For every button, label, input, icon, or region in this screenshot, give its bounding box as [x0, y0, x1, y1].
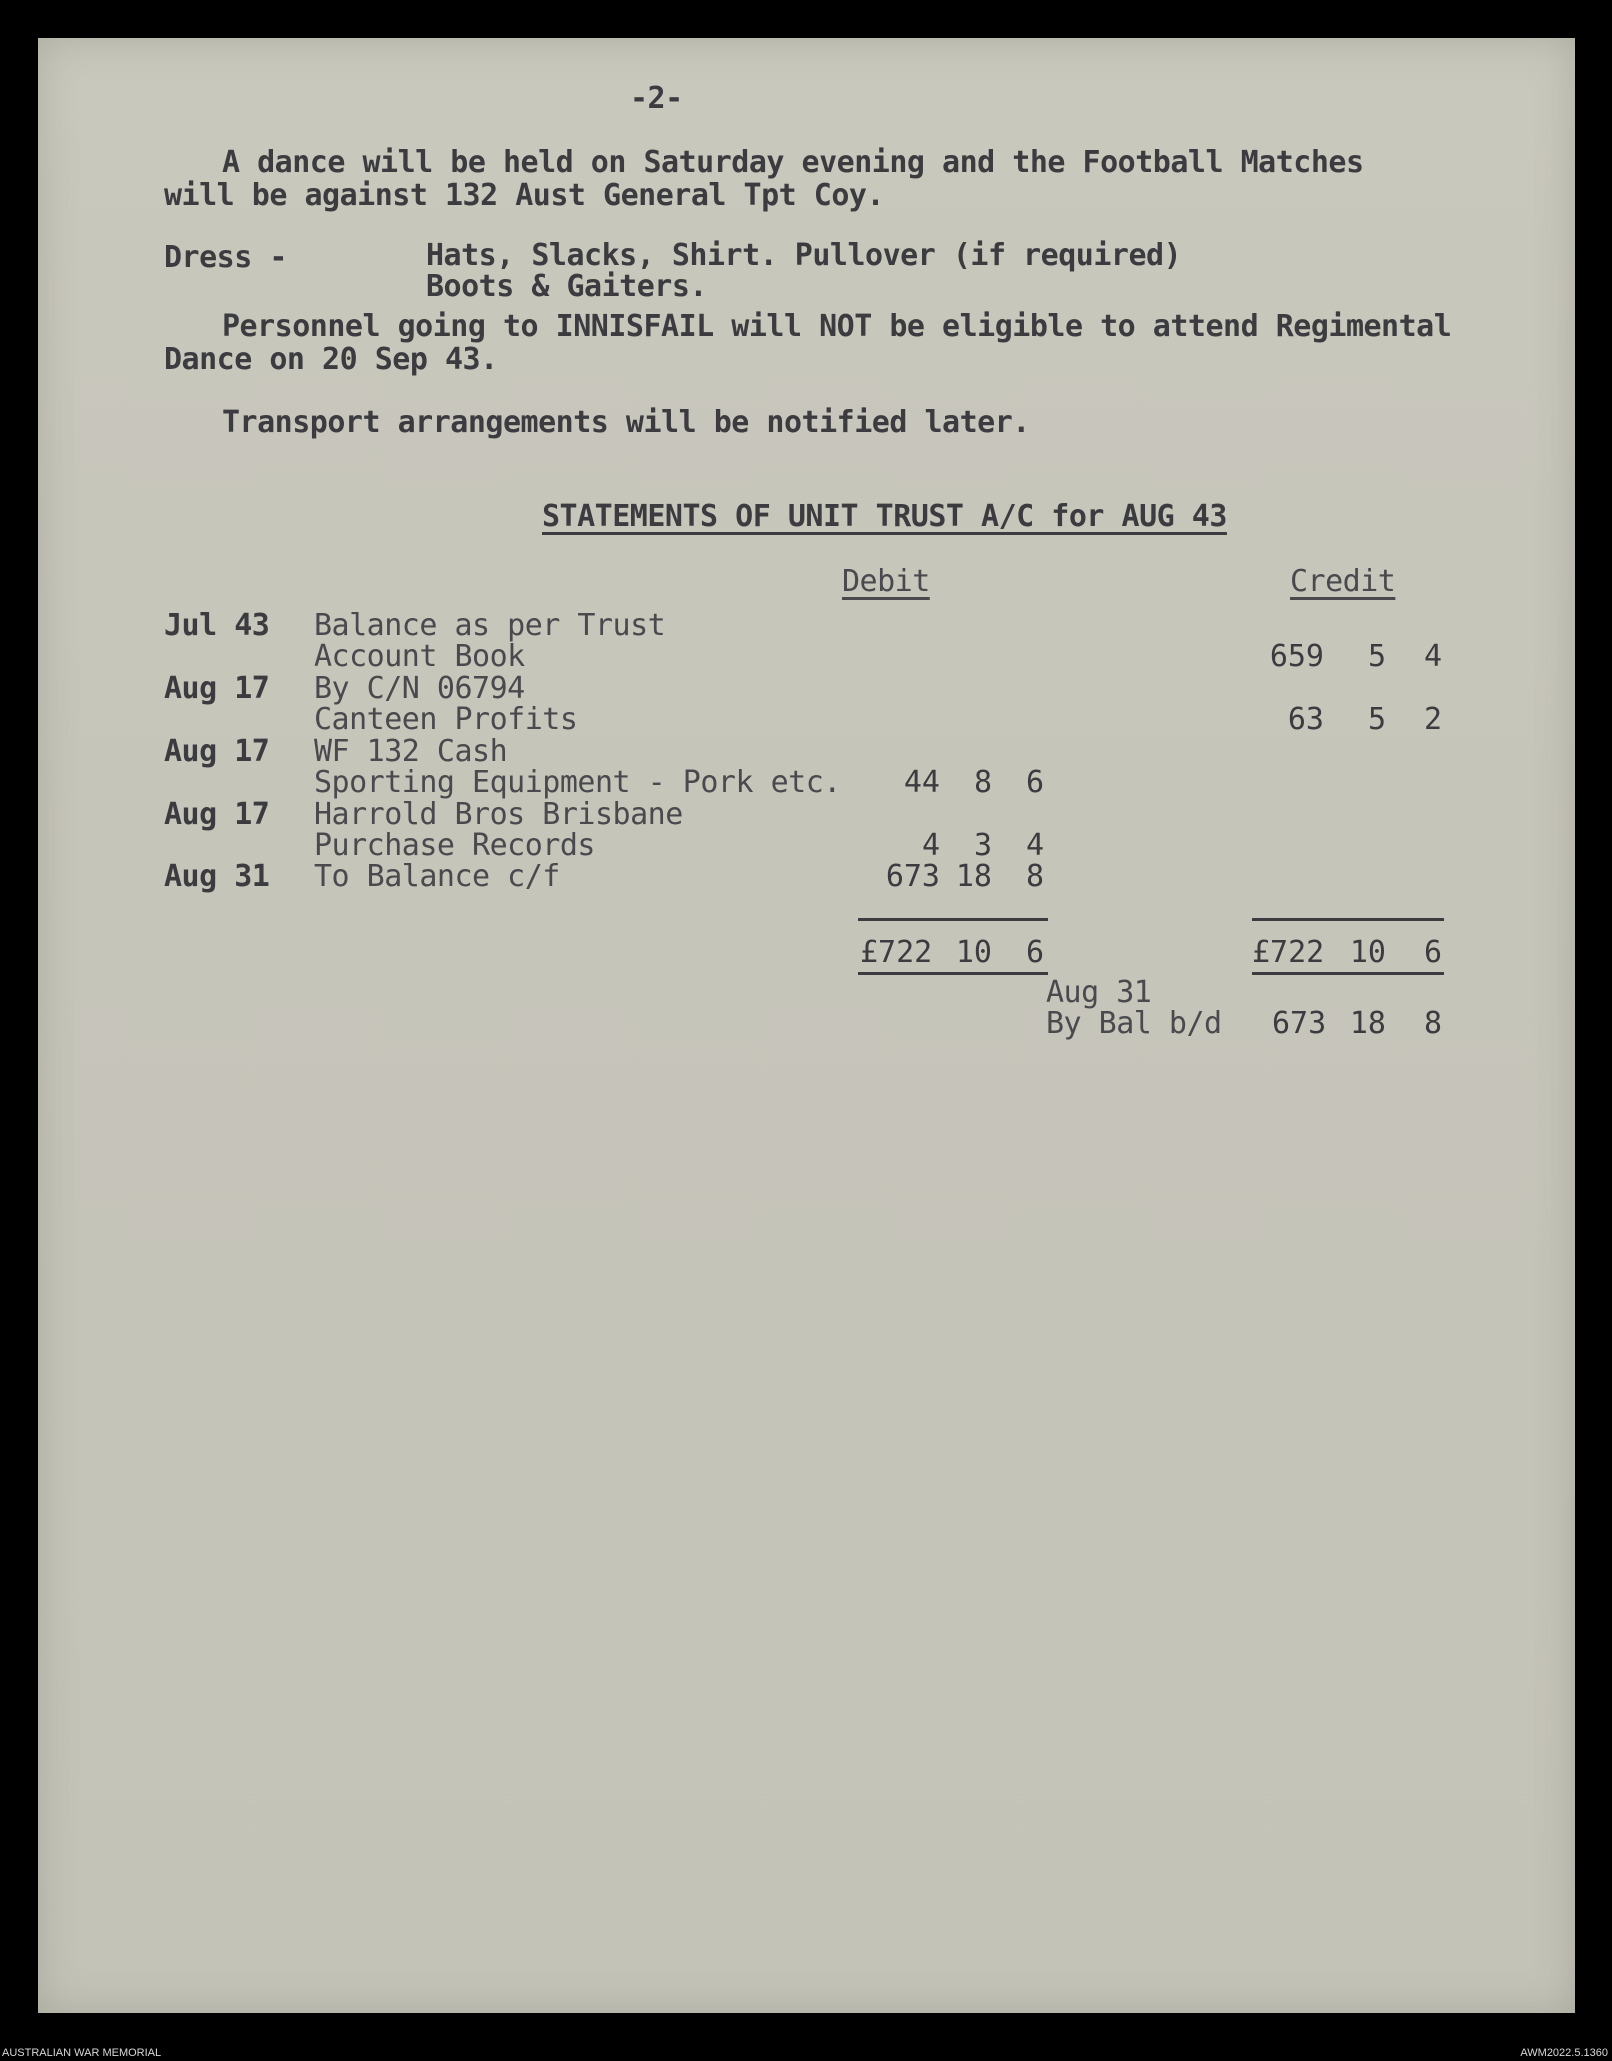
balance-bd-date: Aug 31	[1046, 975, 1152, 1010]
ledger-row-description: WF 132 Cash	[314, 734, 508, 769]
debit-total-rule-top	[858, 918, 1048, 921]
ledger-row-description: Purchase Records	[314, 828, 595, 863]
ledger-credit-pence: 4	[1423, 639, 1442, 674]
credit-total-rule-bottom	[1252, 972, 1444, 975]
ledger-debit-shillings: 8	[973, 765, 992, 800]
personnel-paragraph-line-2: Dance on 20 Sep 43.	[164, 342, 498, 377]
ledger-row-description: Balance as per Trust	[314, 608, 666, 643]
ledger-row-description: Account Book	[314, 639, 525, 674]
dress-label: Dress -	[164, 240, 287, 275]
credit-total-pounds: £722	[1252, 935, 1325, 970]
ledger-credit-pounds: 659	[1269, 639, 1324, 674]
debit-total-pounds: £722	[860, 935, 933, 970]
credit-header: Credit	[1290, 564, 1396, 599]
dance-paragraph-line-2: will be against 132 Aust General Tpt Coy.	[164, 178, 885, 213]
page-number: -2-	[630, 81, 683, 116]
credit-total-pence: 6	[1423, 935, 1442, 970]
debit-total-pence: 6	[1025, 935, 1044, 970]
ledger-debit-pence: 4	[1025, 828, 1044, 863]
ledger-debit-pounds: 673	[885, 859, 940, 894]
ledger-row-date: Aug 31	[164, 859, 270, 894]
debit-total-shillings: 10	[955, 935, 992, 970]
personnel-paragraph-line-1: Personnel going to INNISFAIL will NOT be eligible to attend Regimental	[222, 309, 1452, 344]
balance-bd-shillings: 18	[1349, 1006, 1386, 1041]
ledger-debit-pounds: 4	[921, 828, 940, 863]
ledger-row-description: To Balance c/f	[314, 859, 560, 894]
transport-paragraph: Transport arrangements will be notified later.	[222, 405, 1030, 440]
ledger-debit-pence: 6	[1025, 765, 1044, 800]
debit-total-rule-bottom	[858, 972, 1048, 975]
ledger-credit-pounds: 63	[1287, 702, 1324, 737]
ledger-row-description: Harrold Bros Brisbane	[314, 797, 683, 832]
ledger-debit-shillings: 18	[955, 859, 992, 894]
dress-line-1: Hats, Slacks, Shirt. Pullover (if required)	[426, 238, 1182, 273]
credit-total-rule-top	[1252, 918, 1444, 921]
ledger-credit-shillings: 5	[1367, 702, 1386, 737]
ledger-row-date: Aug 17	[164, 671, 270, 706]
ledger-credit-pence: 2	[1423, 702, 1442, 737]
ledger-row-date: Aug 17	[164, 797, 270, 832]
balance-bd-pence: 8	[1423, 1006, 1442, 1041]
ledger-row-date: Jul 43	[164, 608, 270, 643]
credit-total-shillings: 10	[1349, 935, 1386, 970]
ledger-row-date: Aug 17	[164, 734, 270, 769]
balance-bd-pounds: 673	[1272, 1006, 1327, 1041]
statement-title: STATEMENTS OF UNIT TRUST A/C for AUG 43	[542, 499, 1227, 534]
ledger-debit-pounds: 44	[903, 765, 940, 800]
ledger-row-description: By C/N 06794	[314, 671, 525, 706]
dress-line-2: Boots & Gaiters.	[426, 269, 707, 304]
ledger-row-description: Canteen Profits	[314, 702, 578, 737]
footer-right: AWM2022.5.1360	[1520, 2047, 1608, 2059]
footer-left: AUSTRALIAN WAR MEMORIAL	[2, 2047, 162, 2059]
balance-bd-desc: By Bal b/d	[1046, 1006, 1222, 1041]
dance-paragraph-line-1: A dance will be held on Saturday evening and the Football Matches	[222, 145, 1364, 180]
ledger-row-description: Sporting Equipment - Pork etc.	[314, 765, 841, 800]
ledger-credit-shillings: 5	[1367, 639, 1386, 674]
ledger-debit-shillings: 3	[973, 828, 992, 863]
ledger-debit-pence: 8	[1025, 859, 1044, 894]
debit-header: Debit	[842, 564, 930, 599]
